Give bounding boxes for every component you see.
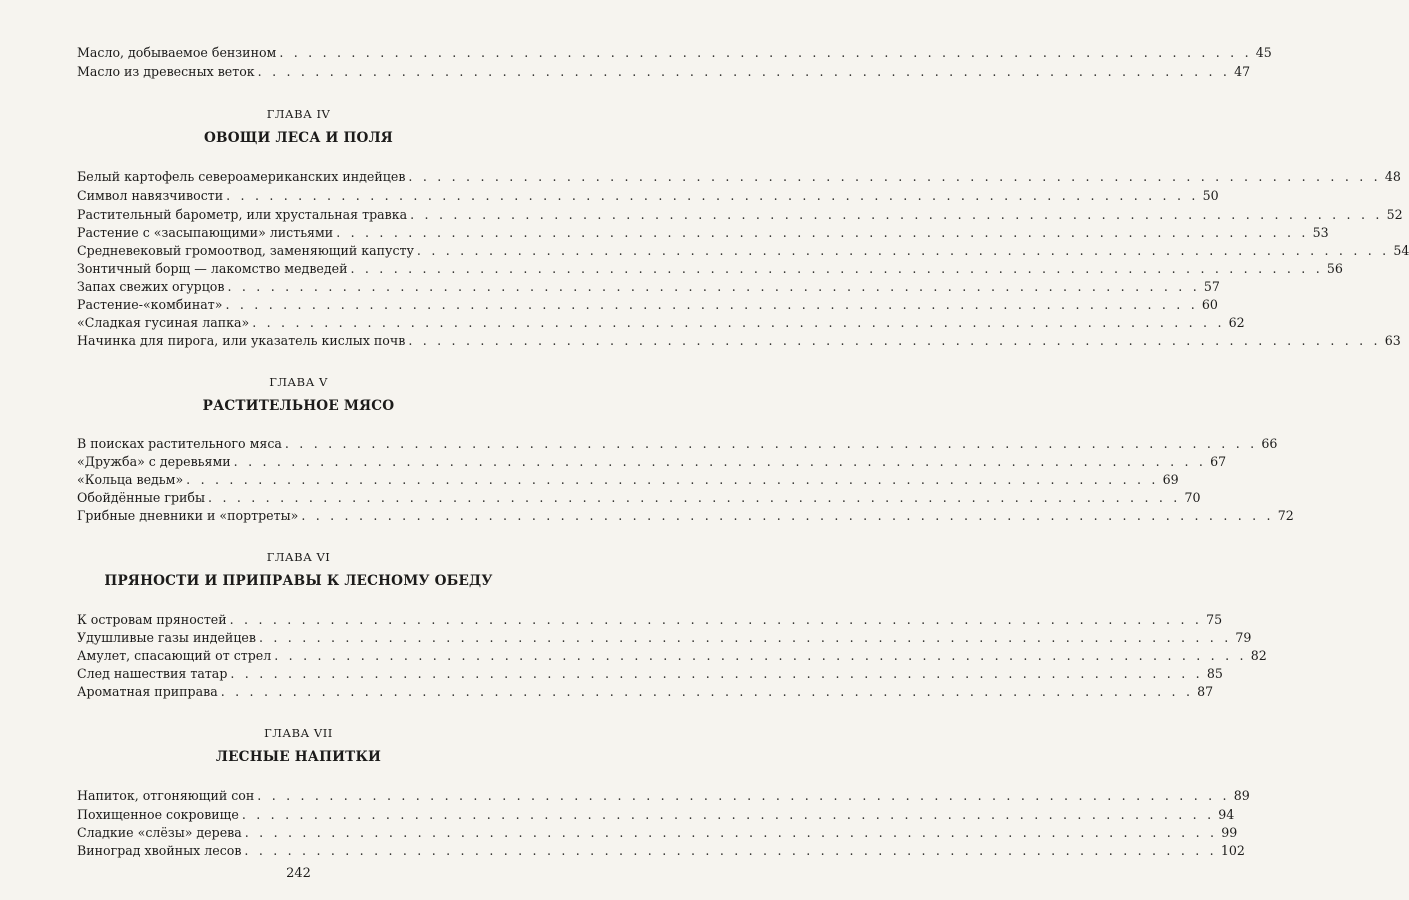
dot-leader: . . . . . . . . . . . . . . . . . . . . . . . . . . . . . . . . . . . . . . . . . . . . . . . . . . . . . . . . . . . . . . . . . . . . [252, 315, 1225, 330]
dot-leader: . . . . . . . . . . . . . . . . . . . . . . . . . . . . . . . . . . . . . . . . . . . . . . . . . . . . . . . . . . . . . . . . . . . . [186, 472, 1159, 487]
toc-entry-title: Растение с «засыпающими» листьями [77, 225, 334, 240]
toc-entry-title: Белый картофель североамериканских индейцев [77, 169, 406, 184]
toc-entry-page: 57 [1203, 279, 1220, 294]
toc-entry-title: Масло, добываемое бензином [77, 45, 277, 60]
toc-entry [77, 330, 1401, 349]
toc-entry [77, 61, 1251, 80]
dot-leader: . . . . . . . . . . . . . . . . . . . . . . . . . . . . . . . . . . . . . . . . . . . . . . . . . . . . . . . . . . . . . . . . . . . . [408, 333, 1381, 348]
toc-entry-page: 79 [1235, 630, 1252, 645]
chapter-label: ГЛАВА VII [264, 726, 333, 740]
dot-leader: . . . . . . . . . . . . . . . . . . . . . . . . . . . . . . . . . . . . . . . . . . . . . . . . . . . . . . . . . . . . . . . . . . . . [336, 225, 1309, 240]
toc-entry [77, 433, 1278, 452]
toc-entry-page: 75 [1206, 612, 1223, 627]
dot-leader: . . . . . . . . . . . . . . . . . . . . . . . . . . . . . . . . . . . . . . . . . . . . . . . . . . . . . . . . . . . . . . . . . . . . [208, 490, 1181, 505]
dot-leader: . . . . . . . . . . . . . . . . . . . . . . . . . . . . . . . . . . . . . . . . . . . . . . . . . . . . . . . . . . . . . . . . . . . . [244, 843, 1217, 858]
toc-entry-title: Зонтичный борщ — лакомство медведей [77, 261, 348, 276]
page-number: 242 [286, 866, 311, 881]
toc-entry-title: Растение-«комбинат» [77, 297, 223, 312]
toc-entry-page: 72 [1277, 508, 1294, 523]
dot-leader: . . . . . . . . . . . . . . . . . . . . . . . . . . . . . . . . . . . . . . . . . . . . . . . . . . . . . . . . . . . . . . . . . . . . [410, 207, 1383, 222]
toc-entry-title: Грибные дневники и «портреты» [77, 508, 299, 523]
dot-leader: . . . . . . . . . . . . . . . . . . . . . . . . . . . . . . . . . . . . . . . . . . . . . . . . . . . . . . . . . . . . . . . . . . . . [257, 64, 1231, 79]
dot-leader: . . . . . . . . . . . . . . . . . . . . . . . . . . . . . . . . . . . . . . . . . . . . . . . . . . . . . . . . . . . . . . . . . . . . [229, 612, 1203, 627]
chapter-title: ПРЯНОСТИ И ПРИПРАВЫ К ЛЕСНОМУ ОБЕДУ [104, 573, 493, 589]
toc-entry-title: «Дружба» с деревьями [77, 454, 231, 469]
toc-entry-title: «Кольца ведьм» [77, 472, 184, 487]
toc-entry [77, 294, 1218, 313]
toc-entry-page: 48 [1384, 169, 1401, 184]
toc-entry [77, 312, 1245, 331]
toc-entry-page: 69 [1162, 472, 1179, 487]
toc-entry [77, 42, 1272, 61]
chapter-title: РАСТИТЕЛЬНОЕ МЯСО [202, 398, 395, 414]
toc-entry [77, 204, 1403, 223]
toc-entry [77, 166, 1401, 185]
dot-leader: . . . . . . . . . . . . . . . . . . . . . . . . . . . . . . . . . . . . . . . . . . . . . . . . . . . . . . . . . . . . . . . . . . . . [233, 454, 1207, 469]
dot-leader: . . . . . . . . . . . . . . . . . . . . . . . . . . . . . . . . . . . . . . . . . . . . . . . . . . . . . . . . . . . . . . . . . . . . [408, 169, 1381, 184]
toc-entry-page: 45 [1255, 45, 1272, 60]
toc-entry-page: 56 [1326, 261, 1343, 276]
dot-leader: . . . . . . . . . . . . . . . . . . . . . . . . . . . . . . . . . . . . . . . . . . . . . . . . . . . . . . . . . . . . . . . . . . . . [416, 243, 1390, 258]
toc-entry-page: 52 [1386, 207, 1403, 222]
toc-entry-title: «Сладкая гусиная лапка» [77, 315, 250, 330]
dot-leader: . . . . . . . . . . . . . . . . . . . . . . . . . . . . . . . . . . . . . . . . . . . . . . . . . . . . . . . . . . . . . . . . . . . . [226, 188, 1199, 203]
toc-entry [77, 505, 1294, 524]
toc-entry-page: 85 [1206, 666, 1223, 681]
dot-leader: . . . . . . . . . . . . . . . . . . . . . . . . . . . . . . . . . . . . . . . . . . . . . . . . . . . . . . . . . . . . . . . . . . . . [274, 648, 1247, 663]
toc-entry-title: Символ навязчивости [77, 188, 224, 203]
toc-entry-title: В поисках растительного мяса [77, 436, 282, 451]
toc-entry-title: Растительный барометр, или хрустальная травка [77, 207, 408, 222]
toc-entry-title: К островам пряностей [77, 612, 227, 627]
toc-entry [77, 276, 1220, 295]
toc-entry-page: 60 [1201, 297, 1218, 312]
toc-entry-title: Обойдённые грибы [77, 490, 206, 505]
toc-entry [77, 240, 1409, 259]
toc-entry-title: Напиток, отгоняющий сон [77, 788, 255, 803]
toc-entry [77, 185, 1219, 204]
toc-entry-page: 82 [1250, 648, 1267, 663]
dot-leader: . . . . . . . . . . . . . . . . . . . . . . . . . . . . . . . . . . . . . . . . . . . . . . . . . . . . . . . . . . . . . . . . . . . . [225, 297, 1198, 312]
toc-entry [77, 469, 1179, 488]
dot-leader: . . . . . . . . . . . . . . . . . . . . . . . . . . . . . . . . . . . . . . . . . . . . . . . . . . . . . . . . . . . . . . . . . . . . [284, 436, 1258, 451]
toc-entry-title: Начинка для пирога, или указатель кислых почв [77, 333, 406, 348]
toc-entry [77, 451, 1227, 470]
toc-entry-page: 50 [1202, 188, 1219, 203]
toc-entry [77, 785, 1250, 804]
toc-entry-page: 53 [1312, 225, 1329, 240]
dot-leader: . . . . . . . . . . . . . . . . . . . . . . . . . . . . . . . . . . . . . . . . . . . . . . . . . . . . . . . . . . . . . . . . . . . . [227, 279, 1200, 294]
toc-entry-title: Амулет, спасающий от стрел [77, 648, 272, 663]
toc-entry-title: Ароматная приправа [77, 684, 218, 699]
dot-leader: . . . . . . . . . . . . . . . . . . . . . . . . . . . . . . . . . . . . . . . . . . . . . . . . . . . . . . . . . . . . . . . . . . . . [279, 45, 1252, 60]
toc-entry [77, 609, 1223, 628]
toc-entry [77, 222, 1329, 241]
toc-entry-page: 94 [1218, 807, 1235, 822]
toc-entry-page: 70 [1184, 490, 1201, 505]
toc-entry [77, 258, 1343, 277]
toc-entry-title: Средневековый громоотвод, заменяющий капусту [77, 243, 414, 258]
toc-entry [77, 804, 1235, 823]
chapter-title: ЛЕСНЫЕ НАПИТКИ [215, 749, 382, 765]
toc-entry-page: 66 [1261, 436, 1278, 451]
chapter-label: ГЛАВА VI [266, 550, 331, 564]
toc-entry-title: Похищенное сокровище [77, 807, 239, 822]
dot-leader: . . . . . . . . . . . . . . . . . . . . . . . . . . . . . . . . . . . . . . . . . . . . . . . . . . . . . . . . . . . . . . . . . . . . [244, 825, 1218, 840]
toc-entry [77, 645, 1267, 664]
toc-entry-page: 102 [1220, 843, 1245, 858]
toc-entry-page: 63 [1384, 333, 1401, 348]
dot-leader: . . . . . . . . . . . . . . . . . . . . . . . . . . . . . . . . . . . . . . . . . . . . . . . . . . . . . . . . . . . . . . . . . . . . [241, 807, 1215, 822]
dot-leader: . . . . . . . . . . . . . . . . . . . . . . . . . . . . . . . . . . . . . . . . . . . . . . . . . . . . . . . . . . . . . . . . . . . . [220, 684, 1194, 699]
toc-entry-page: 47 [1234, 64, 1251, 79]
toc-entry-title: Удушливые газы индейцев [77, 630, 256, 645]
toc-entry [77, 822, 1238, 841]
toc-entry-page: 99 [1221, 825, 1238, 840]
dot-leader: . . . . . . . . . . . . . . . . . . . . . . . . . . . . . . . . . . . . . . . . . . . . . . . . . . . . . . . . . . . . . . . . . . . . [230, 666, 1203, 681]
toc-entry-title: Виноград хвойных лесов [77, 843, 242, 858]
toc-entry [77, 487, 1201, 506]
toc-entry-page: 89 [1233, 788, 1250, 803]
chapter-label: ГЛАВА V [269, 375, 328, 389]
toc-entry-page: 87 [1197, 684, 1214, 699]
toc-entry-title: Масло из древесных веток [77, 64, 255, 79]
toc-entry-title: Сладкие «слёзы» дерева [77, 825, 242, 840]
dot-leader: . . . . . . . . . . . . . . . . . . . . . . . . . . . . . . . . . . . . . . . . . . . . . . . . . . . . . . . . . . . . . . . . . . . . [301, 508, 1274, 523]
dot-leader: . . . . . . . . . . . . . . . . . . . . . . . . . . . . . . . . . . . . . . . . . . . . . . . . . . . . . . . . . . . . . . . . . . . . [258, 630, 1232, 645]
toc-entry [77, 840, 1245, 859]
dot-leader: . . . . . . . . . . . . . . . . . . . . . . . . . . . . . . . . . . . . . . . . . . . . . . . . . . . . . . . . . . . . . . . . . . . . [350, 261, 1323, 276]
dot-leader: . . . . . . . . . . . . . . . . . . . . . . . . . . . . . . . . . . . . . . . . . . . . . . . . . . . . . . . . . . . . . . . . . . . . [257, 788, 1230, 803]
chapter-label: ГЛАВА IV [266, 107, 331, 121]
toc-entry-title: Запах свежих огурцов [77, 279, 225, 294]
chapter-title: ОВОЩИ ЛЕСА И ПОЛЯ [204, 130, 393, 146]
toc-entry-page: 62 [1228, 315, 1245, 330]
toc-entry [77, 663, 1223, 682]
toc-entry-page: 67 [1210, 454, 1227, 469]
toc-entry [77, 681, 1214, 700]
toc-entry-title: След нашествия татар [77, 666, 228, 681]
toc-entry-page: 54 [1393, 243, 1409, 258]
toc-entry [77, 627, 1252, 646]
